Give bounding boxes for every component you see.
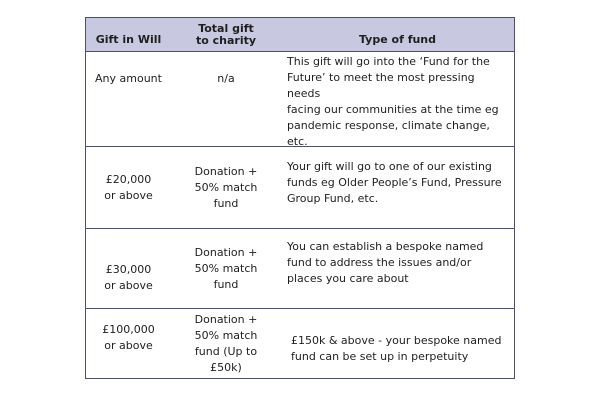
table-row [86, 229, 514, 309]
fund-type-cell: £150k & above - your bespoke named fund can be set up in perpetuity [291, 334, 502, 363]
total-gift-cell: n/a [217, 72, 235, 85]
gift-amount-cell: £30,000 or above [104, 262, 153, 292]
total-gift-cell: Donation + 50% match fund (Up to £50k) [194, 313, 258, 374]
header-type-of-fund: Type of fund [358, 32, 437, 46]
gift-amount-cell: £100,000 or above [102, 323, 155, 352]
total-gift-cell: Donation + 50% match fund [194, 245, 258, 291]
fund-type-cell: You can establish a bespoke named fund to address the issues and/or places you care about [287, 240, 484, 285]
fund-type-cell: This gift will go into the ‘Fund for the Future’ to meet the most pressing needs facing our communities at the time eg pandemic response, climate change, etc. [287, 55, 499, 148]
fund-type-cell: Your gift will go to one of our existing funds eg Older People’s Fund, Pressure Group Fund, etc. [287, 160, 502, 205]
header-gift-in-will: Gift in Will [95, 32, 162, 46]
gift-amount-cell: £20,000 or above [104, 172, 153, 202]
total-gift-cell: Donation + 50% match fund [194, 164, 258, 210]
table-header-row [86, 18, 514, 52]
table-row [86, 52, 514, 147]
header-total-gift: Total gift to charity [195, 21, 257, 47]
gift-amount-cell: Any amount [95, 72, 162, 85]
table-row [86, 147, 514, 229]
table-row [86, 309, 514, 379]
gift-in-will-table [85, 17, 515, 379]
